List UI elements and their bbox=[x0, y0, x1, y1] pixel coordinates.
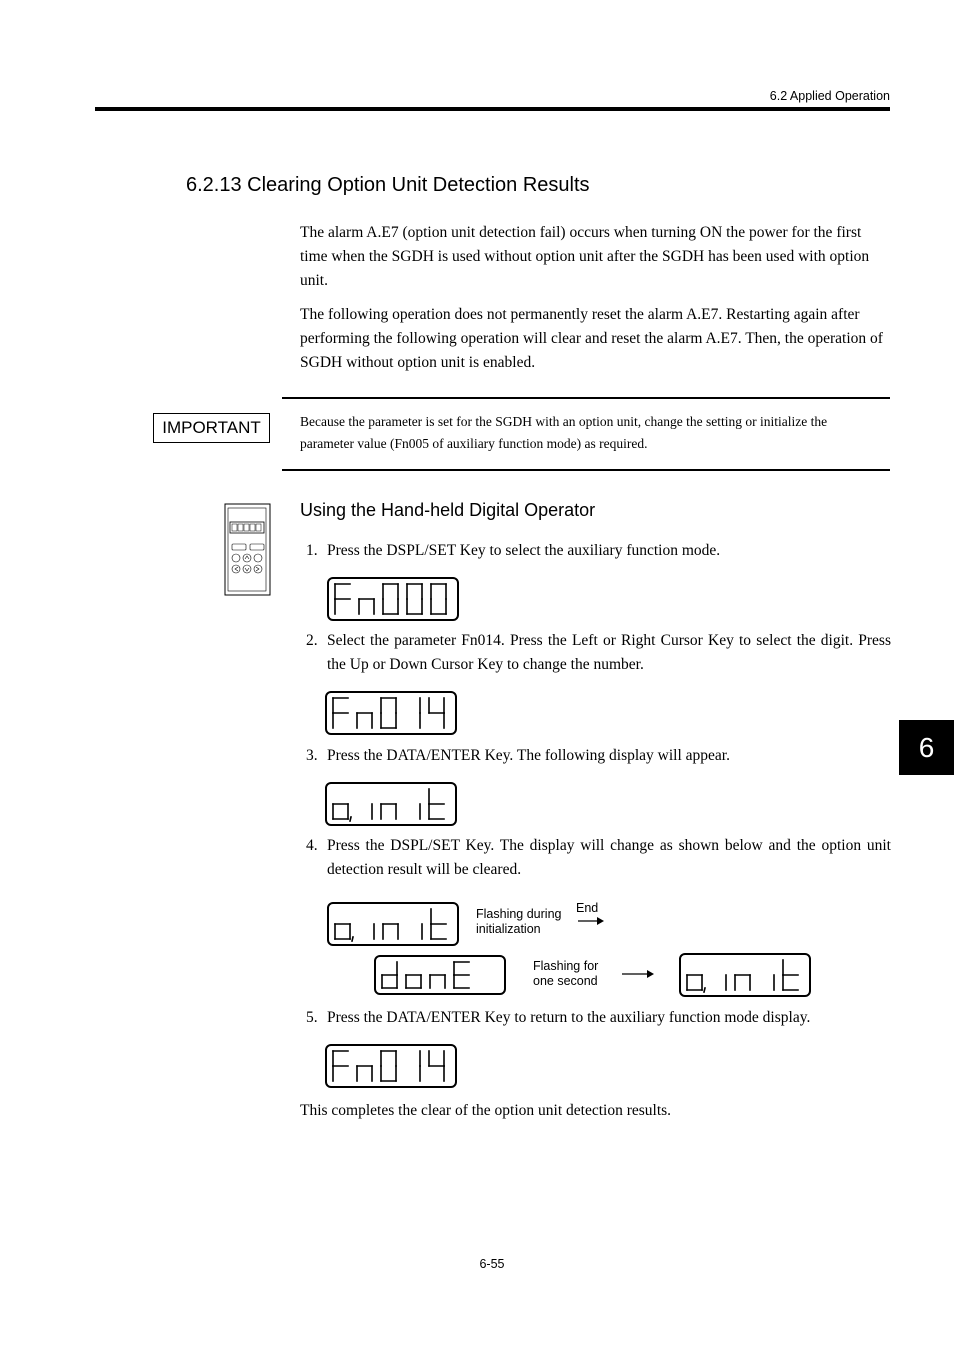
step-text: Press the DSPL/SET Key. The display will change as shown below and the option unit detection result will be cleared. bbox=[327, 837, 891, 878]
display-fn000 bbox=[327, 577, 459, 621]
lcd-decimal-point bbox=[704, 988, 705, 992]
step-number: 3. bbox=[306, 747, 318, 764]
important-rule-top bbox=[282, 397, 890, 399]
header-rule bbox=[95, 107, 890, 111]
step-text: Press the DATA/ENTER Key. The following display will appear. bbox=[327, 747, 730, 764]
caption-end: End bbox=[576, 901, 599, 915]
step-number: 4. bbox=[306, 837, 318, 854]
intro-paragraph-2: The following operation does not permanently reset the alarm A.E7. Restarting again after performing the following operation will clear and reset the alarm A.E7. Then, the operation of SGDH without option unit is enabled. bbox=[300, 306, 883, 371]
step-1 bbox=[306, 539, 891, 563]
step-text: Press the DSPL/SET Key to select the auxiliary function mode. bbox=[327, 542, 721, 559]
running-header: 6.2 Applied Operation bbox=[769, 89, 890, 103]
section-title: 6.2.13 Clearing Option Unit Detection Results bbox=[186, 174, 590, 196]
chapter-tab: 6 bbox=[899, 720, 954, 775]
caption-flashing-initialization bbox=[476, 907, 561, 937]
step-3 bbox=[306, 744, 891, 768]
intro-paragraph-1: The alarm A.E7 (option unit detection fail) occurs when turning ON the power for the first time when the SGDH is used without option unit after the SGDH has been used with option unit. bbox=[300, 224, 870, 289]
lcd-decimal-point bbox=[352, 937, 353, 941]
subsection-title: Using the Hand-held Digital Operator bbox=[300, 500, 596, 520]
step-text: Select the parameter Fn014. Press the Left or Right Cursor Key to select the digit. Press the Up or Down Cursor Key to change the number. bbox=[327, 632, 891, 673]
display-o-init-final bbox=[679, 953, 811, 997]
caption-line: Flashing during bbox=[476, 907, 562, 921]
caption-line: initialization bbox=[476, 922, 541, 936]
caption-line: one second bbox=[533, 974, 598, 988]
display-done bbox=[374, 955, 506, 995]
arrow-right-icon bbox=[621, 969, 655, 979]
step-text: Press the DATA/ENTER Key to return to the auxiliary function mode display. bbox=[327, 1009, 811, 1026]
display-fn014 bbox=[325, 691, 457, 735]
step-number: 2. bbox=[306, 632, 318, 649]
lcd-decimal-point bbox=[350, 817, 351, 821]
step-4 bbox=[306, 834, 891, 882]
display-fn014-return bbox=[325, 1044, 457, 1088]
page-number: 6-55 bbox=[479, 1257, 505, 1271]
step-number: 1. bbox=[306, 542, 318, 559]
caption-line: Flashing for bbox=[533, 959, 599, 973]
arrow-right-icon bbox=[577, 916, 605, 926]
conclusion-text: This completes the clear of the option unit detection results. bbox=[300, 1102, 672, 1119]
important-rule-bottom bbox=[282, 469, 890, 471]
display-o-init bbox=[325, 782, 457, 826]
display-o-init-flashing bbox=[327, 902, 459, 946]
important-note: Because the parameter is set for the SGDH with an option unit, change the setting or initialize the parameter value (Fn005 of auxiliary function mode) as required. bbox=[300, 414, 828, 451]
digital-operator-icon bbox=[224, 503, 272, 602]
step-5 bbox=[306, 1006, 891, 1030]
caption-flashing-one-second bbox=[533, 959, 598, 989]
important-label: IMPORTANT bbox=[153, 413, 270, 443]
step-number: 5. bbox=[306, 1009, 318, 1026]
step-2 bbox=[306, 629, 891, 677]
